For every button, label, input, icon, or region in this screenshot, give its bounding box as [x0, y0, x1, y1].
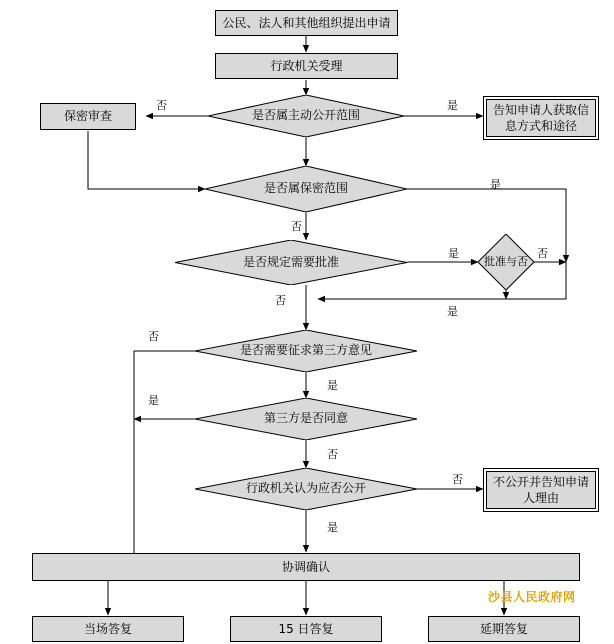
edge-label-no-confidential: 否	[291, 220, 302, 233]
edge-label-no-approved: 否	[537, 247, 548, 260]
node-label	[478, 234, 534, 290]
node-is-active-disclosure-scope	[208, 95, 404, 137]
edge-label-yes-third-party-agree: 是	[148, 394, 159, 407]
edge-label-no-third-party: 否	[148, 330, 159, 343]
node-label: 协调确认	[281, 559, 330, 574]
node-approved-or-not	[478, 234, 534, 290]
edge-label-no-third-party-agree: 否	[327, 448, 338, 461]
node-label: 公民、法人和其他组织提出申请	[222, 15, 391, 30]
node-need-third-party-opinion	[195, 330, 417, 372]
node-label: 不公开并告知申请人理由	[492, 474, 589, 505]
node-answer-onsite	[32, 616, 184, 642]
edge-label-yes-confidential: 是	[490, 178, 501, 191]
edge-label-no-should-disclose: 否	[452, 473, 463, 486]
node-coordination-confirm	[32, 553, 580, 581]
node-not-public-inform-reason	[486, 471, 596, 509]
site-watermark: 沙县人民政府网	[488, 590, 576, 604]
node-is-confidential-scope	[205, 166, 407, 212]
edge-label-yes-should-disclose: 是	[327, 521, 338, 534]
node-label: 告知申请人获取信息方式和途径	[492, 102, 589, 133]
node-third-party-agrees	[195, 398, 417, 440]
node-label: 行政机关认为应否公开	[245, 481, 366, 496]
node-label: 保密审查	[63, 109, 112, 124]
node-label: 是否属保密范围	[263, 181, 348, 196]
node-requires-approval	[175, 240, 407, 285]
node-label: 延期答复	[479, 621, 528, 636]
node-label: 当场答复	[83, 621, 132, 636]
node-label-text: 批准与否	[484, 254, 528, 268]
node-answer-15days	[230, 616, 382, 642]
node-label: 行政机关受理	[270, 58, 343, 73]
edge-label-no-active-scope: 否	[156, 99, 167, 112]
node-label: 15 日答复	[278, 621, 334, 636]
node-inform-applicant-channel	[486, 99, 596, 137]
node-answer-delayed	[428, 616, 580, 642]
node-agency-should-disclose	[195, 468, 417, 510]
edge-label-no-approval: 否	[275, 294, 286, 307]
node-application-submit	[215, 10, 398, 36]
edge-label-yes-third-party: 是	[327, 379, 338, 392]
node-confidentiality-review	[40, 103, 136, 130]
node-label: 是否规定需要批准	[242, 254, 339, 269]
edge-label-yes-approved: 是	[447, 305, 458, 318]
node-label: 是否属主动公开范围	[251, 108, 360, 123]
node-label: 第三方是否同意	[263, 411, 348, 426]
node-label: 是否需要征求第三方意见	[239, 343, 372, 358]
node-agency-accept	[215, 53, 398, 79]
edge-label-yes-approval: 是	[448, 247, 459, 260]
edge-label-yes-active-scope: 是	[447, 99, 458, 112]
